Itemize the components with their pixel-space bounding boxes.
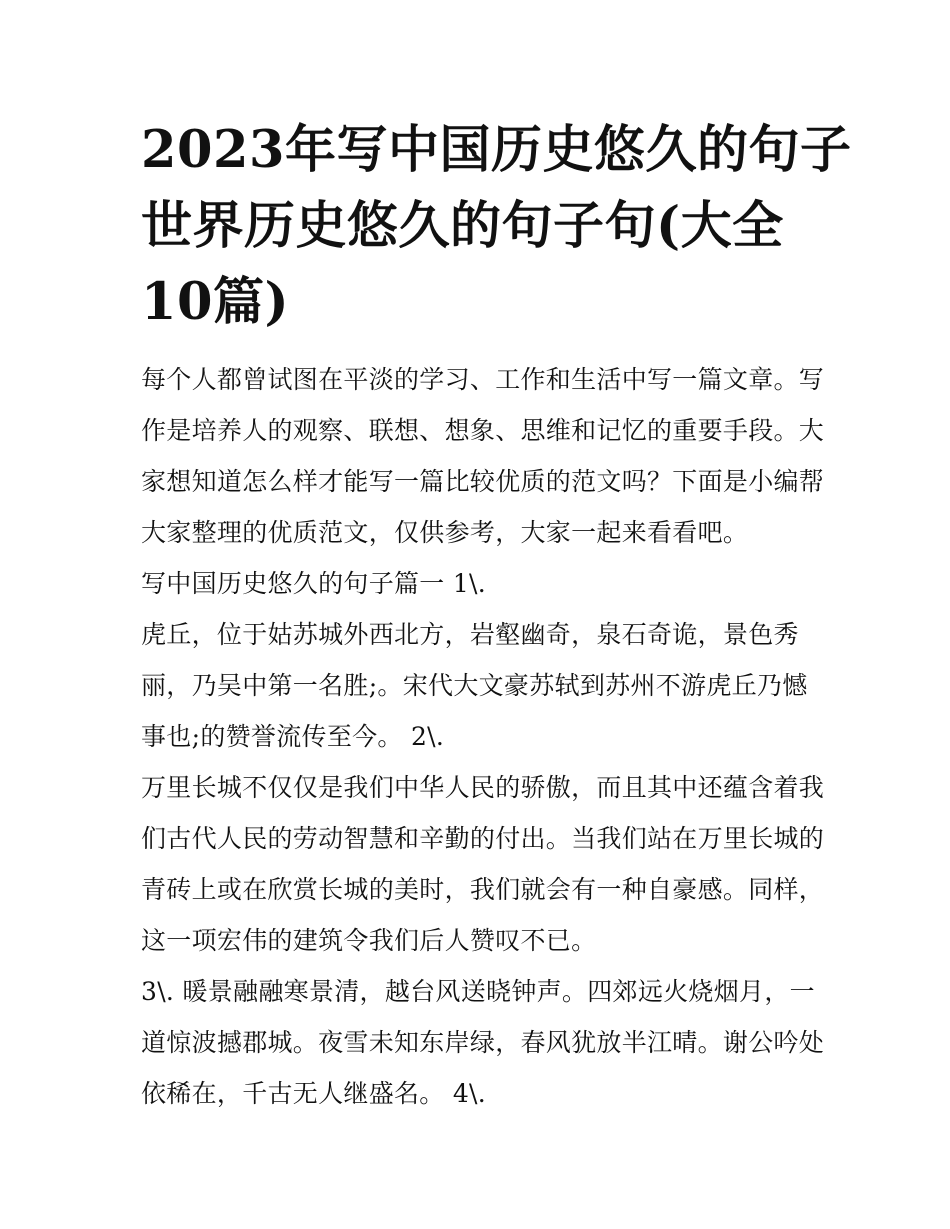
text-line: 事也;的赞誉流传至今。 2\.	[141, 722, 445, 751]
text-line: 青砖上或在欣赏长城的美时，我们就会有一种自豪感。同样，	[141, 875, 825, 904]
text-line: 3\. 暖景融融寒景清，越台风送晓钟声。四郊远火烧烟月，一	[141, 977, 815, 1006]
text-line: 们古代人民的劳动智慧和辛勤的付出。当我们站在万里长城的	[141, 824, 825, 853]
title-line: 世界历史悠久的句子句(大全	[141, 196, 784, 256]
text-line: 这一项宏伟的建筑令我们后人赞叹不已。	[141, 926, 597, 955]
document-title	[141, 112, 852, 340]
text-line: 万里长城不仅仅是我们中华人民的骄傲，而且其中还蕴含着我	[141, 773, 825, 802]
section-heading	[141, 558, 821, 609]
text-line: 作是培养人的观察、联想、想象、思维和记忆的重要手段。大	[141, 416, 825, 445]
text-line: 依稀在，千古无人继盛名。 4\.	[141, 1079, 487, 1108]
text-line: 每个人都曾试图在平淡的学习、工作和生活中写一篇文章。写	[141, 365, 825, 394]
text-line: 写中国历史悠久的句子篇一 1\.	[141, 569, 487, 598]
item-paragraph	[141, 609, 821, 762]
item-paragraph	[141, 966, 825, 1119]
document-body	[141, 354, 825, 1119]
text-line: 道惊波撼郡城。夜雪未知东岸绿，春风犹放半江晴。谢公吟处	[141, 1028, 825, 1057]
document-page	[141, 112, 852, 1119]
item-paragraph	[141, 762, 825, 966]
text-line: 虎丘，位于姑苏城外西北方，岩壑幽奇，泉石奇诡，景色秀	[141, 620, 799, 649]
text-line: 家想知道怎么样才能写一篇比较优质的范文吗？下面是小编帮	[141, 467, 825, 496]
intro-paragraph	[141, 354, 825, 558]
text-line: 大家整理的优质范文，仅供参考，大家一起来看看吧。	[141, 518, 749, 547]
title-line: 10篇)	[141, 272, 290, 332]
title-line: 2023年写中国历史悠久的句子	[141, 120, 852, 180]
text-line: 丽，乃吴中第一名胜;。宋代大文豪苏轼到苏州不游虎丘乃憾	[141, 671, 808, 700]
